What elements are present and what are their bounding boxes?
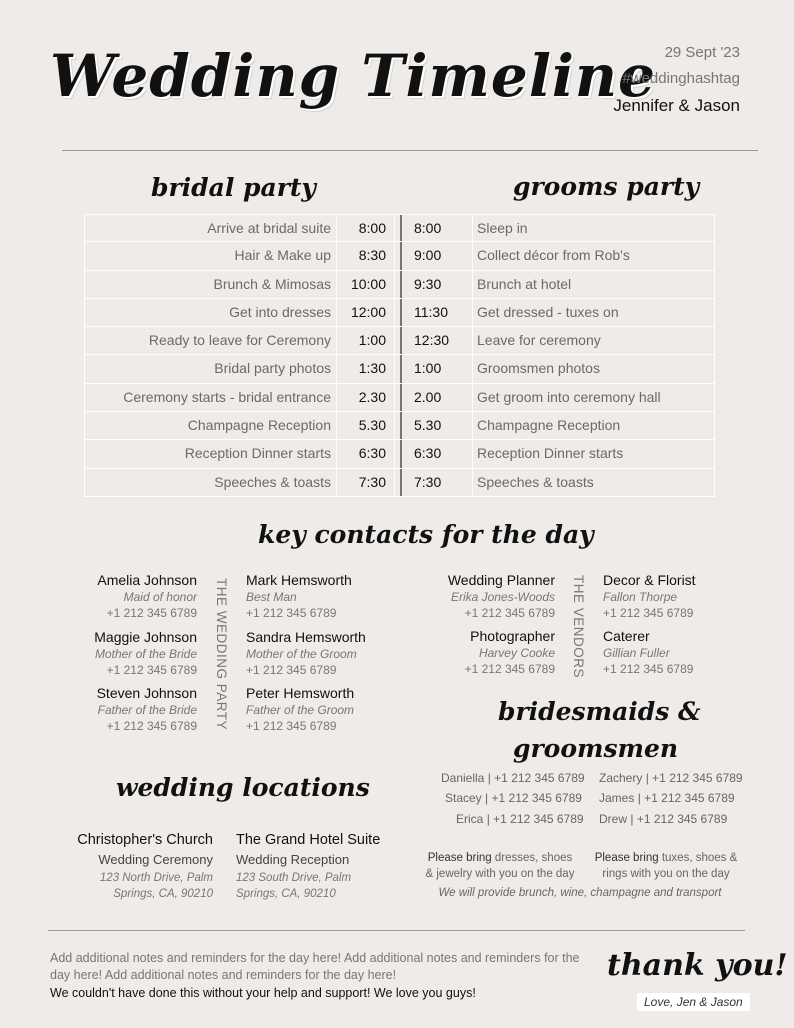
contact-name: Amelia Johnson <box>97 572 197 588</box>
bridal-event: Reception Dinner starts <box>84 440 336 467</box>
grooms-event: Get dressed - tuxes on <box>472 299 715 326</box>
contact-role: Father of the Groom <box>246 703 355 717</box>
center-divider <box>400 215 410 241</box>
grooms-time: 11:30 <box>414 303 448 320</box>
page-title: Wedding Timeline <box>50 42 656 110</box>
bridal-time: 10:00 <box>336 271 394 298</box>
grooms-time: 1:00 <box>414 360 442 377</box>
key-contacts-heading: key contacts for the day <box>258 520 594 549</box>
separator: | <box>637 791 641 805</box>
center-divider <box>400 242 410 269</box>
grooms-time: 6:30 <box>414 445 442 462</box>
location-ceremony <box>73 830 213 902</box>
bridal-time: 8:00 <box>336 215 394 241</box>
contact-card <box>603 628 794 678</box>
party-heading-line1: bridesmaids & <box>498 697 701 726</box>
grooms-event: Sleep in <box>472 215 715 241</box>
contact-name: Wedding Planner <box>447 572 555 588</box>
center-divider <box>400 440 410 467</box>
groomsmen-note <box>594 850 738 882</box>
bridal-time: 1:30 <box>336 355 394 382</box>
location-event: Wedding Reception <box>236 852 350 867</box>
bridal-time: 2.30 <box>336 384 394 411</box>
contact-card <box>0 685 197 735</box>
groomsman-entry <box>599 812 727 826</box>
header-divider <box>62 150 758 151</box>
location-name: The Grand Hotel Suite <box>236 832 381 848</box>
location-name: Christopher's Church <box>77 832 213 848</box>
bridal-event: Champagne Reception <box>84 412 336 439</box>
timeline-row <box>84 271 715 299</box>
bridal-event: Arrive at bridal suite <box>84 215 336 241</box>
groomsman-phone: +1 212 345 6789 <box>644 791 735 805</box>
contact-phone: +1 212 345 6789 <box>106 663 197 677</box>
separator: | <box>630 812 634 826</box>
groomsman-name: James <box>599 791 635 805</box>
couple-names: Jennifer & Jason <box>613 96 740 115</box>
grooms-event: Collect décor from Rob's <box>472 242 715 269</box>
grooms-event: Speeches & toasts <box>472 469 715 496</box>
party-heading-line2: groomsmen <box>513 734 679 763</box>
bridal-event: Ceremony starts - bridal entrance <box>84 384 336 411</box>
timeline-row <box>84 299 715 327</box>
contact-role: Mother of the Groom <box>246 647 357 661</box>
grooms-time: 7:30 <box>414 473 442 490</box>
bridal-event: Hair & Make up <box>84 242 336 269</box>
contact-card <box>355 572 555 622</box>
groomsman-phone: +1 212 345 6789 <box>636 812 728 826</box>
contact-role: Fallon Thorpe <box>603 590 678 604</box>
center-divider <box>400 327 410 354</box>
location-address: 123 South Drive, Palm Springs, CA, 90210 <box>236 872 352 900</box>
location-event: Wedding Ceremony <box>98 852 213 867</box>
wedding-hashtag: #weddinghashtag <box>622 70 740 87</box>
timeline-row <box>84 384 715 412</box>
bridal-event: Get into dresses <box>84 299 336 326</box>
separator: | <box>487 771 491 785</box>
separator: | <box>486 812 490 826</box>
groomsman-phone: +1 212 345 6789 <box>652 771 743 785</box>
thank-you-heading: thank you! <box>607 948 788 983</box>
bridesmaid-name: Erica <box>456 812 484 826</box>
center-divider <box>400 412 410 439</box>
bridesmaid-entry <box>441 771 585 785</box>
groomsmen-note-text: tuxes, shoes & rings with you on the day <box>602 852 738 880</box>
bridal-time: 12:00 <box>336 299 394 326</box>
center-divider <box>400 299 410 326</box>
contact-name: Photographer <box>470 628 555 644</box>
wedding-party-label: THE WEDDING PARTY <box>214 578 229 731</box>
center-divider <box>400 469 410 496</box>
bridal-time: 6:30 <box>336 440 394 467</box>
grooms-time: 2.00 <box>414 388 442 405</box>
contact-phone: +1 212 345 6789 <box>464 606 555 620</box>
provided-note: We will provide brunch, wine, champagne and transport <box>438 887 722 899</box>
vendors-label: THE VENDORS <box>571 575 586 679</box>
contact-phone: +1 212 345 6789 <box>464 662 555 676</box>
signoff-badge: Love, Jen & Jason <box>637 993 750 1011</box>
center-divider <box>400 355 410 382</box>
bridesmaid-name: Stacey <box>445 791 482 805</box>
contact-card <box>355 628 555 678</box>
contact-phone: +1 212 345 6789 <box>106 606 197 620</box>
grooms-time: 9:00 <box>414 247 442 264</box>
bridesmaids-note <box>424 850 576 882</box>
bridesmaid-name: Daniella <box>441 771 485 785</box>
grooms-event: Get groom into ceremony hall <box>472 384 715 411</box>
groomsman-entry <box>599 791 735 805</box>
contact-role: Mother of the Bride <box>94 647 197 661</box>
bridal-event: Ready to leave for Ceremony <box>84 327 336 354</box>
contact-name: Caterer <box>603 628 650 644</box>
grooms-event: Champagne Reception <box>472 412 715 439</box>
bridal-event: Bridal party photos <box>84 355 336 382</box>
contact-role: Maid of honor <box>123 590 197 604</box>
grooms-event: Brunch at hotel <box>472 271 715 298</box>
contact-name: Maggie Johnson <box>94 629 197 645</box>
wedding-date: 29 Sept '23 <box>664 44 740 61</box>
additional-notes: Add additional notes and reminders for the day here! Add additional notes and reminders for the day here! Add additional notes and reminders for the day here! <box>50 951 580 982</box>
grooms-event: Reception Dinner starts <box>472 440 715 467</box>
bridal-event: Brunch & Mimosas <box>84 271 336 298</box>
contact-role: Harvey Cooke <box>478 646 555 660</box>
bridesmaid-phone: +1 212 345 6789 <box>491 791 582 805</box>
center-divider <box>400 384 410 411</box>
grooms-time: 5.30 <box>414 417 442 434</box>
bridal-time: 1:00 <box>336 327 394 354</box>
contact-card <box>246 685 446 735</box>
grooms-time: 12:30 <box>414 332 450 349</box>
contact-phone: +1 212 345 6789 <box>603 606 694 620</box>
contact-card <box>0 629 197 679</box>
contact-card <box>0 572 197 622</box>
contact-role: Erika Jones-Woods <box>450 590 555 604</box>
separator: | <box>485 791 489 805</box>
timeline-row <box>84 242 715 270</box>
location-address: 123 North Drive, Palm Springs, CA, 90210 <box>99 872 213 900</box>
bridal-time: 5.30 <box>336 412 394 439</box>
contact-phone: +1 212 345 6789 <box>246 719 337 733</box>
bridesmaids-note-text: dresses, shoes & jewelry with you on the day <box>425 852 575 880</box>
grooms-event: Groomsmen photos <box>472 355 715 382</box>
bridesmaids-note-lead: Please bring <box>427 852 492 864</box>
groomsman-entry <box>599 771 743 785</box>
contact-phone: +1 212 345 6789 <box>246 663 337 677</box>
wedding-locations-heading: wedding locations <box>116 773 370 802</box>
contact-role: Best Man <box>246 590 297 604</box>
love-message: We couldn't have done this without your help and support! We love you guys! <box>50 986 476 1000</box>
location-reception <box>236 830 386 902</box>
separator: | <box>645 771 649 785</box>
contact-role: Father of the Bride <box>97 703 197 717</box>
contact-card <box>603 572 794 622</box>
timeline-row <box>84 355 715 383</box>
contact-phone: +1 212 345 6789 <box>603 662 694 676</box>
bridal-time: 8:30 <box>336 242 394 269</box>
timeline-row <box>84 214 715 242</box>
contact-name: Mark Hemsworth <box>246 572 352 588</box>
contact-role: Gillian Fuller <box>603 646 670 660</box>
contact-name: Steven Johnson <box>96 685 197 701</box>
center-divider <box>400 271 410 298</box>
bridal-party-heading: bridal party <box>151 173 316 202</box>
timeline-row <box>84 412 715 440</box>
contact-name: Decor & Florist <box>603 572 696 588</box>
grooms-time: 8:00 <box>414 220 442 236</box>
timeline-row <box>84 469 715 497</box>
contact-name: Sandra Hemsworth <box>246 629 366 645</box>
footer-divider <box>48 930 745 931</box>
grooms-party-heading: grooms party <box>513 172 700 201</box>
bridesmaid-entry <box>445 791 582 805</box>
timeline-row <box>84 440 715 468</box>
bridesmaid-phone: +1 212 345 6789 <box>493 812 584 826</box>
contact-phone: +1 212 345 6789 <box>106 719 197 733</box>
grooms-event: Leave for ceremony <box>472 327 715 354</box>
bridesmaid-phone: +1 212 345 6789 <box>494 771 585 785</box>
bridal-time: 7:30 <box>336 469 394 496</box>
groomsman-name: Drew <box>599 812 628 826</box>
timeline-table <box>84 214 715 497</box>
groomsmen-note-lead: Please bring <box>594 852 659 864</box>
header-meta <box>613 42 740 118</box>
contact-phone: +1 212 345 6789 <box>246 606 337 620</box>
contact-name: Peter Hemsworth <box>246 685 355 701</box>
bridal-event: Speeches & toasts <box>84 469 336 496</box>
bridesmaid-entry <box>456 812 584 826</box>
grooms-time: 9:30 <box>414 275 442 292</box>
groomsman-name: Zachery <box>599 771 643 785</box>
timeline-row <box>84 327 715 355</box>
